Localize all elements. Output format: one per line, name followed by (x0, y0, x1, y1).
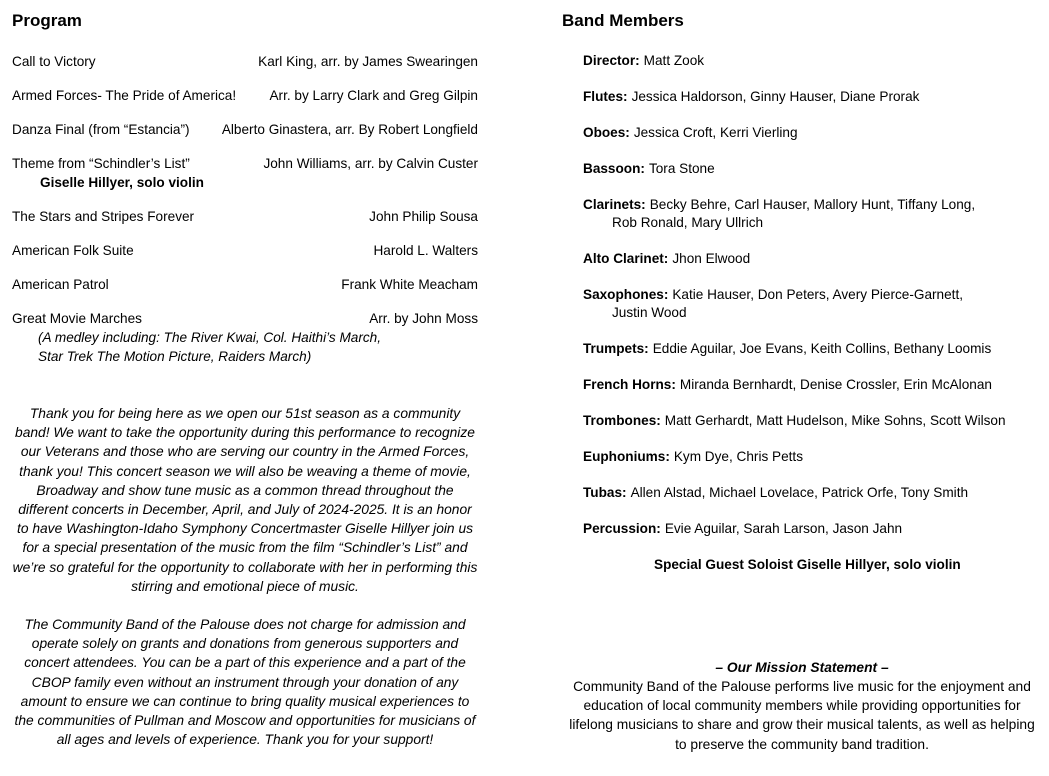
section-label: Director: (583, 53, 640, 68)
program-item (12, 275, 478, 294)
section-names: Katie Hauser, Don Peters, Avery Pierce-Garnett, (672, 287, 963, 302)
piece-composer: John Williams, arr. by Calvin Custer (263, 156, 478, 171)
piece-title: The Stars and Stripes Forever (12, 209, 195, 224)
piece-title: Armed Forces- The Pride of America! (12, 88, 237, 103)
piece-row (12, 207, 478, 226)
member-section-flutes (583, 88, 1042, 106)
section-names-continued: Rob Ronald, Mary Ullrich (612, 215, 764, 230)
piece-composer: Arr. by John Moss (369, 311, 478, 326)
band-members-heading: Band Members (562, 11, 684, 30)
member-section-saxophones (583, 286, 1042, 322)
section-names: Kym Dye, Chris Petts (673, 449, 804, 464)
section-names: Becky Behre, Carl Hauser, Mallory Hunt, Tiffany Long, (649, 197, 976, 212)
section-names: Miranda Bernhardt, Denise Crossler, Erin McAlonan (679, 377, 992, 392)
mission-statement-block (562, 658, 1042, 754)
program-item (12, 207, 478, 226)
piece-composer: Harold L. Walters (373, 243, 478, 258)
section-names: Matt Gerhardt, Matt Hudelson, Mike Sohns, Scott Wilson (664, 413, 1006, 428)
piece-row (12, 309, 478, 328)
piece-row (12, 86, 478, 105)
section-label: Trombones: (583, 413, 661, 428)
section-names-continued: Justin Wood (612, 305, 687, 320)
section-names: Tora Stone (648, 161, 715, 176)
band-members-list (562, 52, 1042, 574)
member-section-trumpets (583, 340, 1042, 358)
section-label: Flutes: (583, 89, 628, 104)
member-section-oboes (583, 124, 1042, 142)
member-section-clarinets (583, 196, 1042, 232)
section-label: Saxophones: (583, 287, 669, 302)
member-section-alto-clarinet (583, 250, 1042, 268)
program-item (12, 52, 478, 71)
section-names: Matt Zook (643, 53, 705, 68)
special-guest-soloist-line: Special Guest Soloist Giselle Hillyer, solo violin (654, 557, 961, 572)
piece-composer: Arr. by Larry Clark and Greg Gilpin (269, 88, 478, 103)
section-label: French Horns: (583, 377, 676, 392)
program-item (12, 154, 478, 192)
piece-medley-note-line2: Star Trek The Motion Picture, Raiders March) (38, 349, 312, 364)
piece-row (12, 154, 478, 173)
piece-composer: Alberto Ginastera, arr. By Robert Longfield (221, 122, 478, 137)
piece-medley-note-line1: (A medley including: The River Kwai, Col. Haithi’s March, (38, 330, 381, 345)
piece-title: American Patrol (12, 277, 109, 292)
program-item (12, 309, 478, 366)
piece-title: Danza Final (from “Estancia”) (12, 122, 190, 137)
piece-title: Great Movie Marches (12, 311, 142, 326)
section-names: Eddie Aguilar, Joe Evans, Keith Collins, Bethany Loomis (652, 341, 992, 356)
mission-statement-text: Community Band of the Palouse performs live music for the enjoyment and education of local community members while providing opportunities for lifelong musicians to share and grow their musical talents, as well as helping to preserve the community band tradition. (569, 679, 1035, 752)
member-section-percussion (583, 520, 1042, 538)
piece-row (12, 120, 478, 139)
piece-title: American Folk Suite (12, 243, 134, 258)
piece-title: Theme from “Schindler’s List” (12, 156, 190, 171)
section-label: Clarinets: (583, 197, 646, 212)
member-section-trombones (583, 412, 1042, 430)
piece-row (12, 275, 478, 294)
piece-title: Call to Victory (12, 54, 96, 69)
section-label: Euphoniums: (583, 449, 670, 464)
section-names: Jessica Haldorson, Ginny Hauser, Diane Prorak (631, 89, 920, 104)
program-column (12, 10, 478, 749)
section-names: Jhon Elwood (672, 251, 751, 266)
piece-composer: Frank White Meacham (341, 277, 478, 292)
piece-soloist-note: Giselle Hillyer, solo violin (40, 175, 204, 190)
section-label: Bassoon: (583, 161, 645, 176)
member-section-french-horns (583, 376, 1042, 394)
section-label: Oboes: (583, 125, 630, 140)
piece-row (12, 241, 478, 260)
piece-composer: Karl King, arr. by James Swearingen (258, 54, 478, 69)
program-item (12, 120, 478, 139)
member-section-director (583, 52, 1042, 70)
mission-statement-title: – Our Mission Statement – (715, 660, 889, 675)
program-heading: Program (12, 11, 82, 30)
section-names: Jessica Croft, Kerri Vierling (633, 125, 798, 140)
member-section-bassoon (583, 160, 1042, 178)
thank-you-paragraph: Thank you for being here as we open our 51st season as a community band! We want to take the opportunity during this performance to recognize our Veterans and those who are serving our country in the Armed Forces, thank you! This concert season we will also be weaving a theme of movie, Broadway and show tune music as a common thread throughout the different concerts in December, April, and July of 2024-2025. It is an honor to have Washington-Idaho Symphony Concertmaster Giselle Hillyer join us for a special presentation of the music from the film “Schindler’s List” and we’re so grateful for the opportunity to collaborate with her in performing this stirring and emotional piece of music. (12, 406, 478, 594)
band-members-column (562, 10, 1042, 754)
piece-composer: John Philip Sousa (369, 209, 478, 224)
donation-paragraph: The Community Band of the Palouse does not charge for admission and operate solely on grants and donations from generous supporters and concert attendees. You can be a part of this experience and a part of the CBOP family even without an instrument through your donation of any amount to ensure we can continue to bring quality musical experiences to the communities of Pullman and Moscow and opportunities for musicians of all ages and levels of experience. Thank you for your support! (14, 617, 476, 748)
member-section-tubas (583, 484, 1042, 502)
section-label: Alto Clarinet: (583, 251, 669, 266)
section-names: Evie Aguilar, Sarah Larson, Jason Jahn (664, 521, 903, 536)
piece-row (12, 52, 478, 71)
section-label: Percussion: (583, 521, 661, 536)
program-item (12, 241, 478, 260)
program-item (12, 86, 478, 105)
section-label: Trumpets: (583, 341, 649, 356)
member-section-euphoniums (583, 448, 1042, 466)
section-names: Allen Alstad, Michael Lovelace, Patrick Orfe, Tony Smith (630, 485, 969, 500)
section-label: Tubas: (583, 485, 627, 500)
